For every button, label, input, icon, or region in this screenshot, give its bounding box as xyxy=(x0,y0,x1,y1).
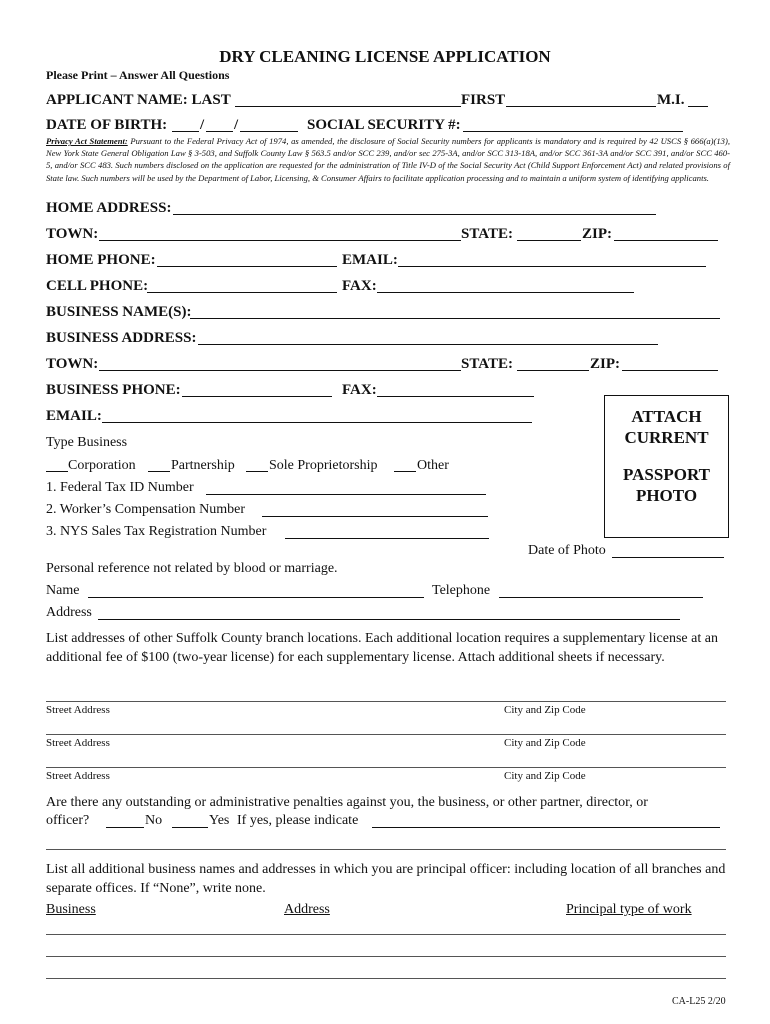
business-town-field[interactable] xyxy=(99,370,461,371)
business-names-label: BUSINESS NAME(S): xyxy=(46,304,192,320)
corporation-checkline[interactable] xyxy=(46,471,68,472)
sales-tax-label: 3. NYS Sales Tax Registration Number xyxy=(46,524,267,539)
branch-address-line[interactable] xyxy=(46,701,726,702)
reference-name-field[interactable] xyxy=(88,597,424,598)
reference-intro: Personal reference not related by blood or marriage. xyxy=(46,561,338,576)
business-phone-field[interactable] xyxy=(182,396,332,397)
mi-field[interactable] xyxy=(688,106,708,107)
branch-city-label: City and Zip Code xyxy=(504,704,586,716)
reference-telephone-label: Telephone xyxy=(432,583,491,598)
reference-address-field[interactable] xyxy=(98,619,680,620)
reference-address-label: Address xyxy=(46,605,92,620)
officer-list-instructions: List all additional business names and addresses in which you are principal officer: including location of all branches and separate offices. If “None”, write none. xyxy=(46,862,726,896)
col-address-header: Address xyxy=(284,902,330,917)
home-fax-label: FAX: xyxy=(342,278,377,294)
last-name-label: APPLICANT NAME: LAST xyxy=(46,92,231,108)
penalties-question: Are there any outstanding or administrative penalties against you, the business, or other partner, director, or xyxy=(46,795,648,810)
home-town-field[interactable] xyxy=(99,240,461,241)
ssn-label: SOCIAL SECURITY #: xyxy=(307,117,461,133)
business-address-label: BUSINESS ADDRESS: xyxy=(46,330,197,346)
reference-telephone-field[interactable] xyxy=(499,597,703,598)
penalties-no-checkline[interactable] xyxy=(106,827,144,828)
federal-tax-field[interactable] xyxy=(206,494,486,495)
reference-name-label: Name xyxy=(46,583,80,598)
business-state-label: STATE: xyxy=(461,356,513,372)
dob-day-field[interactable] xyxy=(206,131,233,132)
branch-street-label: Street Address xyxy=(46,770,110,782)
penalties-officer-label: officer? xyxy=(46,813,90,828)
penalties-no-label: No xyxy=(145,813,163,828)
business-phone-label: BUSINESS PHONE: xyxy=(46,382,181,398)
other-label: Other xyxy=(417,458,449,473)
branch-address-line[interactable] xyxy=(46,767,726,768)
other-checkline[interactable] xyxy=(394,471,416,472)
date-of-photo-field[interactable] xyxy=(612,557,724,558)
passport-photo-box[interactable] xyxy=(604,395,729,538)
workers-comp-field[interactable] xyxy=(262,516,488,517)
dob-slash: / xyxy=(234,117,239,133)
corporation-label: Corporation xyxy=(68,458,136,473)
partnership-checkline[interactable] xyxy=(148,471,170,472)
dob-year-field[interactable] xyxy=(240,131,298,132)
branch-street-label: Street Address xyxy=(46,704,110,716)
cell-phone-label: CELL PHONE: xyxy=(46,278,149,294)
home-state-label: STATE: xyxy=(461,226,513,242)
date-of-photo-label: Date of Photo xyxy=(528,543,606,558)
business-zip-label: ZIP: xyxy=(590,356,620,372)
branch-city-label: City and Zip Code xyxy=(504,737,586,749)
business-names-field[interactable] xyxy=(190,318,720,319)
workers-comp-label: 2. Worker’s Compensation Number xyxy=(46,502,245,517)
col-business-header: Business xyxy=(46,902,96,917)
col-type-header: Principal type of work xyxy=(566,902,692,917)
form-code: CA-L25 2/20 xyxy=(672,996,726,1007)
sales-tax-field[interactable] xyxy=(285,538,489,539)
cell-phone-field[interactable] xyxy=(147,292,337,293)
dob-month-field[interactable] xyxy=(172,131,199,132)
branch-city-label: City and Zip Code xyxy=(504,770,586,782)
first-name-field[interactable] xyxy=(506,106,656,107)
privacy-statement-label: Privacy Act Statement: xyxy=(46,136,128,146)
home-phone-label: HOME PHONE: xyxy=(46,252,156,268)
home-address-field[interactable] xyxy=(173,214,656,215)
home-email-field[interactable] xyxy=(398,266,706,267)
home-state-field[interactable] xyxy=(517,240,581,241)
federal-tax-label: 1. Federal Tax ID Number xyxy=(46,480,194,495)
photo-box-line: PHOTO xyxy=(635,486,698,505)
last-name-field[interactable] xyxy=(235,106,461,107)
business-email-label: EMAIL: xyxy=(46,408,102,424)
business-zip-field[interactable] xyxy=(622,370,718,371)
sole-proprietorship-label: Sole Proprietorship xyxy=(269,458,378,473)
home-fax-field[interactable] xyxy=(377,292,634,293)
privacy-statement xyxy=(46,135,730,184)
business-town-label: TOWN: xyxy=(46,356,99,372)
business-address-field[interactable] xyxy=(198,344,658,345)
first-name-label: FIRST xyxy=(461,92,506,108)
dob-slash: / xyxy=(200,117,205,133)
business-state-field[interactable] xyxy=(517,370,589,371)
form-subtitle: Please Print – Answer All Questions xyxy=(46,68,230,82)
form-title: DRY CLEANING LICENSE APPLICATION xyxy=(219,47,551,66)
ssn-field[interactable] xyxy=(463,131,683,132)
photo-box-line: ATTACH xyxy=(631,407,702,426)
branch-street-label: Street Address xyxy=(46,737,110,749)
officer-entry-line[interactable] xyxy=(46,934,726,935)
officer-entry-line[interactable] xyxy=(46,978,726,979)
home-zip-field[interactable] xyxy=(614,240,718,241)
photo-box-line: PASSPORT xyxy=(623,465,710,484)
business-email-field[interactable] xyxy=(102,422,532,423)
photo-box-line: CURRENT xyxy=(624,428,709,447)
type-business-label: Type Business xyxy=(46,435,128,450)
business-fax-field[interactable] xyxy=(377,396,534,397)
dob-label: DATE OF BIRTH: xyxy=(46,117,168,133)
penalties-yes-label: Yes xyxy=(209,813,230,828)
partnership-label: Partnership xyxy=(171,458,235,473)
sole-proprietorship-checkline[interactable] xyxy=(246,471,268,472)
home-zip-label: ZIP: xyxy=(582,226,612,242)
home-email-label: EMAIL: xyxy=(342,252,398,268)
branches-instructions: List addresses of other Suffolk County branch locations. Each additional location requires a supplementary license at an additional fee of $100 (two-year license) for each supplementary license. Attach additional sheets if necessary. xyxy=(46,631,718,665)
officer-entry-line[interactable] xyxy=(46,956,726,957)
business-fax-label: FAX: xyxy=(342,382,377,398)
penalties-indicate-label: If yes, please indicate xyxy=(237,813,359,828)
home-phone-field[interactable] xyxy=(157,266,337,267)
privacy-statement-text: Pursuant to the Federal Privacy Act of 1974, as amended, the disclosure of Social Security numbers for applicants is mandatory and is required by 42 USCS § 666(a)(13), New York State General Obligation Law § 3-503, and Suffolk County Law § 563.5 and/or SCC 239, and/or sec 275-3A, and/or SCC 313-18A, and/or SCC 361-3A and/or SCC 391, and/or SCC 460-5, and/or SCC 483. Such numbers disclosed on the application are requested for the administration of Title IV-D of the Social Security Act (Child Support Enforcement Act) and related provisions of State law. Such numbers will be used by the Department of Labor, Licensing, & Consumer Affairs to facilitate application processing and to maintain a uniform system of identifying applicants. xyxy=(46,136,730,183)
penalties-indicate-field[interactable] xyxy=(372,827,720,828)
mi-label: M.I. xyxy=(657,92,685,108)
home-town-label: TOWN: xyxy=(46,226,99,242)
branch-address-line[interactable] xyxy=(46,734,726,735)
penalties-extra-line[interactable] xyxy=(46,849,726,850)
home-address-label: HOME ADDRESS: xyxy=(46,200,172,216)
penalties-yes-checkline[interactable] xyxy=(172,827,208,828)
